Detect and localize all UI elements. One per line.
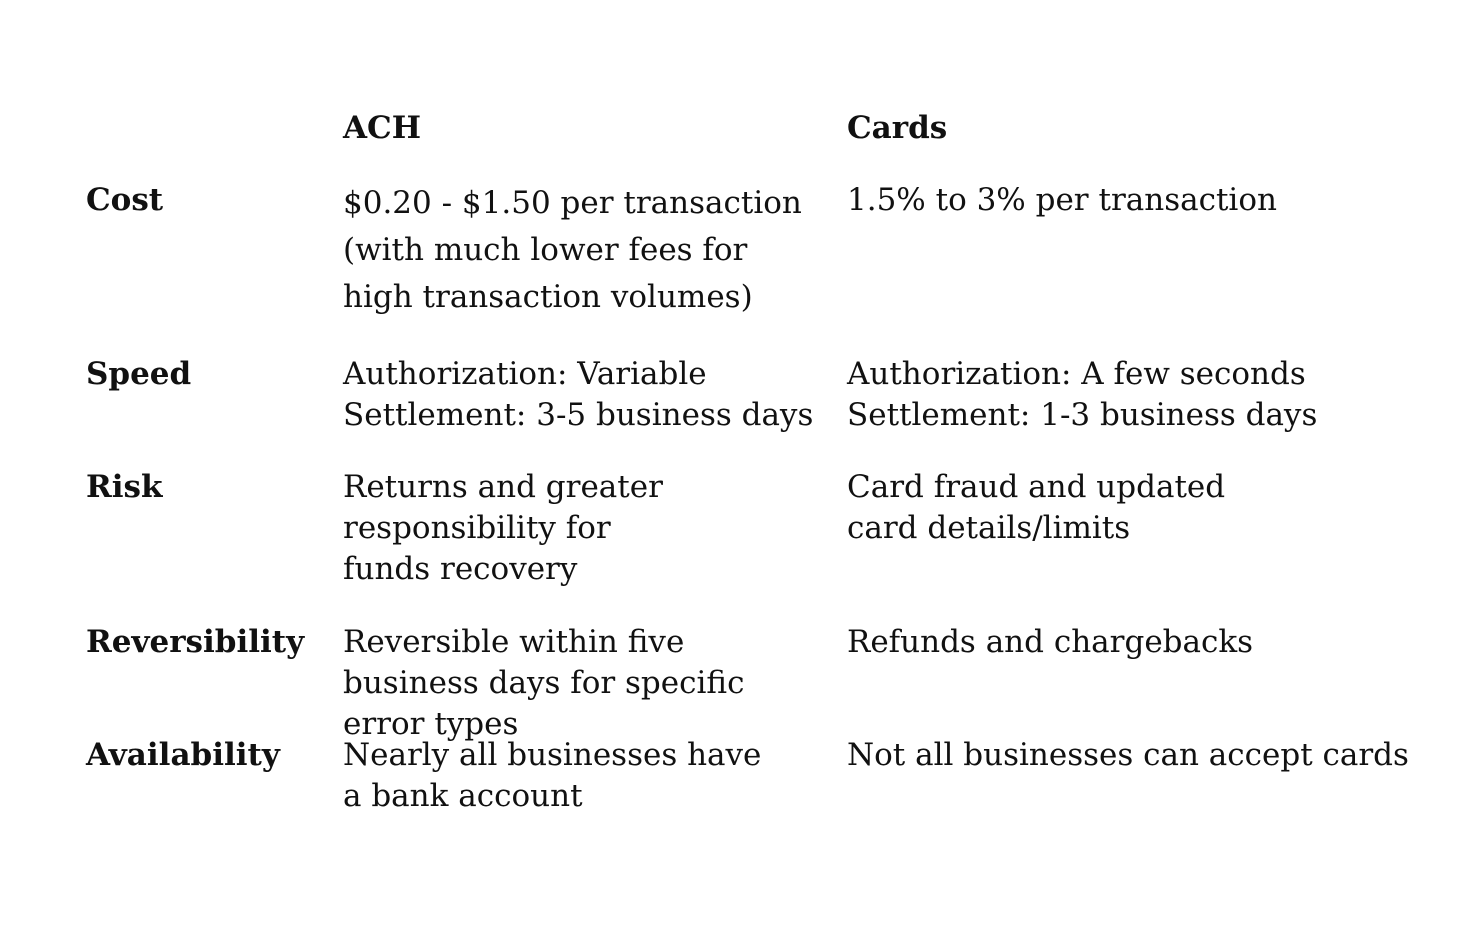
cost-ach-text: $0.20 - $1.50 per transaction (with much lower fees for high transaction volumes): [343, 185, 802, 315]
reversibility-cards-text: Refunds and chargebacks: [847, 624, 1254, 660]
table-header-row: [86, 108, 1446, 180]
table-row-reversibility: [86, 622, 1446, 742]
table-row-speed: [86, 354, 1446, 467]
risk-ach-cell: [343, 467, 847, 590]
availability-cards-cell: [847, 735, 1446, 776]
speed-cards-settlement: Settlement: 1-3 business days: [847, 397, 1318, 433]
reversibility-ach-cell: [343, 622, 847, 745]
header-ach: ACH: [343, 110, 422, 146]
cost-cards-cell: [847, 180, 1446, 221]
risk-cards-text: Card fraud and updated card details/limits: [847, 469, 1226, 546]
table-row-risk: [86, 467, 1446, 622]
availability-ach-text: Nearly all businesses have a bank account: [343, 737, 762, 814]
table-row-availability: [86, 735, 1446, 825]
row-label-risk: Risk: [86, 469, 163, 505]
risk-cards-cell: [847, 467, 1446, 549]
row-label-availability: Availability: [86, 737, 280, 773]
table-row-cost: [86, 180, 1446, 354]
risk-ach-text: Returns and greater responsibility for funds recovery: [343, 469, 663, 587]
speed-ach-cell: [343, 354, 847, 436]
cost-cards-text: 1.5% to 3% per transaction: [847, 182, 1277, 218]
reversibility-ach-text: Reversible within five business days for specific error types: [343, 624, 745, 742]
header-cards: Cards: [847, 110, 948, 146]
row-label-speed: Speed: [86, 356, 192, 392]
row-label-reversibility: Reversibility: [86, 624, 305, 660]
row-label-cost: Cost: [86, 182, 164, 218]
availability-ach-cell: [343, 735, 847, 817]
reversibility-cards-cell: [847, 622, 1446, 663]
comparison-table: [86, 108, 1446, 825]
speed-ach-settlement: Settlement: 3-5 business days: [343, 397, 814, 433]
cost-ach-cell: [343, 180, 847, 321]
speed-cards-authorization: Authorization: A few seconds: [847, 356, 1306, 392]
speed-cards-cell: [847, 354, 1446, 436]
speed-ach-authorization: Authorization: Variable: [343, 356, 707, 392]
availability-cards-text: Not all businesses can accept cards: [847, 737, 1409, 773]
